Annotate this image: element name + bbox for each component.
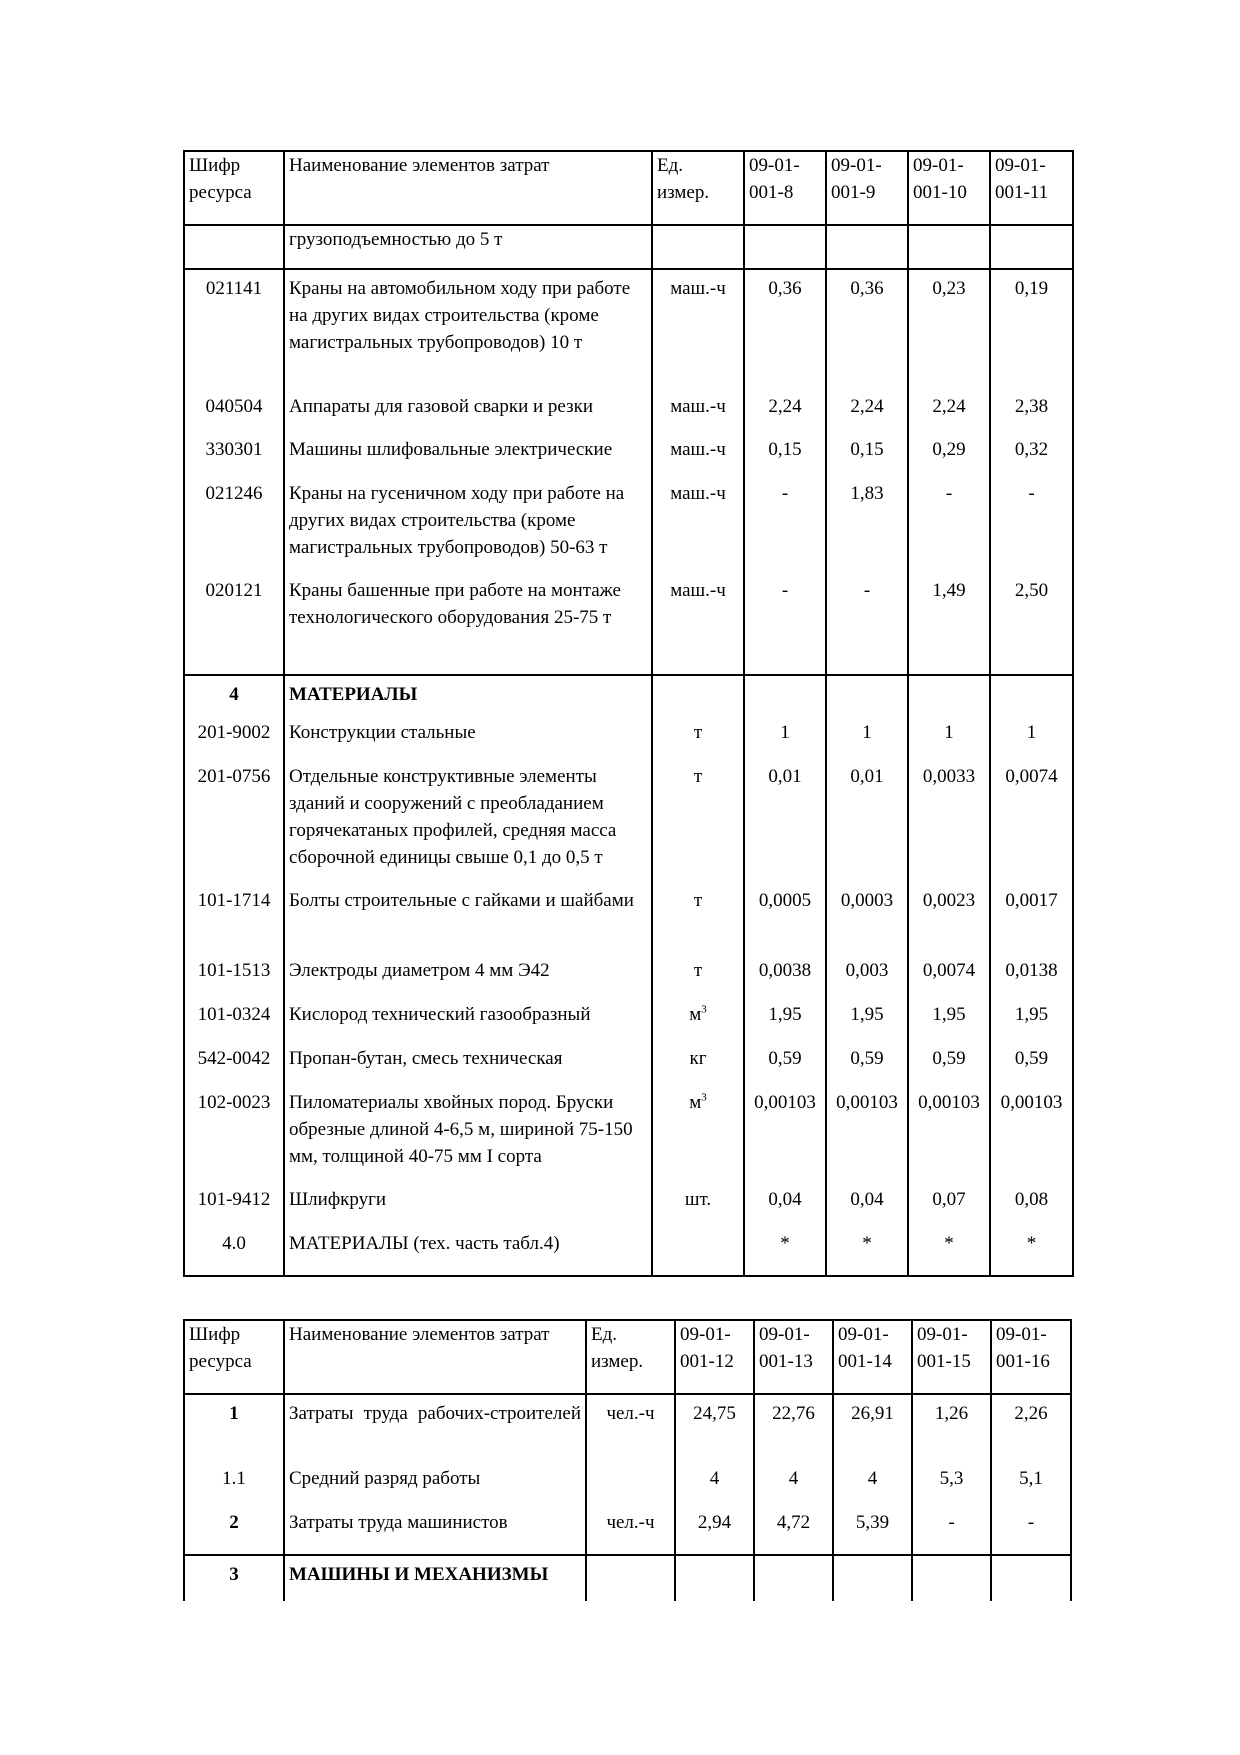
row-value: 0,0023 bbox=[908, 887, 990, 957]
row-value: 0,0033 bbox=[908, 763, 990, 887]
row-value: 0,59 bbox=[826, 1045, 908, 1089]
row-value: 4 bbox=[833, 1465, 912, 1509]
table-header-row bbox=[184, 151, 1073, 225]
row-value: 0,29 bbox=[908, 436, 990, 480]
row-code: 101-0324 bbox=[197, 1004, 271, 1025]
row-unit: кг bbox=[652, 1045, 744, 1089]
row-unit: т bbox=[652, 719, 744, 763]
row-value: 0,0017 bbox=[990, 887, 1073, 957]
table-row bbox=[184, 1089, 1073, 1186]
row-value: - bbox=[744, 577, 826, 675]
row-unit: шт. bbox=[652, 1186, 744, 1230]
row-value: 0,59 bbox=[744, 1045, 826, 1089]
row-name: Затраты труда рабочих-строителей bbox=[284, 1394, 586, 1465]
header-col: 09-01-001-15 bbox=[912, 1320, 991, 1394]
row-value: 0,0005 bbox=[744, 887, 826, 957]
row-value: 0,36 bbox=[826, 269, 908, 393]
row-name: грузоподъемностью до 5 т bbox=[284, 225, 652, 269]
row-value: 0,0138 bbox=[990, 957, 1073, 1001]
row-unit: т bbox=[652, 763, 744, 887]
header-code: Шифр ресурса bbox=[189, 1324, 252, 1372]
row-name: Машины шлифовальные электрические bbox=[284, 436, 652, 480]
row-unit: $м^3$ bbox=[652, 1089, 744, 1186]
table-row bbox=[184, 763, 1073, 887]
header-col: 09-01-001-16 bbox=[991, 1320, 1071, 1394]
row-code: 1 bbox=[184, 1394, 284, 1465]
row-value: 0,00103 bbox=[908, 1089, 990, 1186]
table-row bbox=[184, 887, 1073, 957]
table-row bbox=[184, 1045, 1073, 1089]
row-value: - bbox=[912, 1509, 991, 1555]
row-name: Шлифкруги bbox=[284, 1186, 652, 1230]
row-value: * bbox=[908, 1230, 990, 1276]
row-unit: чел.-ч bbox=[586, 1509, 675, 1555]
row-code: 101-1714 bbox=[197, 890, 271, 911]
row-value: 2,24 bbox=[744, 393, 826, 436]
row-unit: т bbox=[652, 957, 744, 1001]
row-value: 0,59 bbox=[990, 1045, 1073, 1089]
row-unit: $м^3$ bbox=[652, 1001, 744, 1045]
row-value: 0,23 bbox=[908, 269, 990, 393]
header-col: 09-01-001-12 bbox=[675, 1320, 754, 1394]
section-row bbox=[184, 1555, 1071, 1601]
row-value: 4 bbox=[754, 1465, 833, 1509]
row-value: 2,50 bbox=[990, 577, 1073, 675]
table-row bbox=[184, 1001, 1073, 1045]
row-value: 22,76 bbox=[754, 1394, 833, 1465]
table-row bbox=[184, 225, 1073, 269]
row-value: - bbox=[990, 480, 1073, 577]
row-value: 1 bbox=[744, 719, 826, 763]
row-value: 1 bbox=[908, 719, 990, 763]
row-value: 0,0074 bbox=[990, 763, 1073, 887]
row-value: 1,95 bbox=[826, 1001, 908, 1045]
resource-table-1 bbox=[183, 150, 1074, 1277]
row-code: 102-0023 bbox=[197, 1092, 271, 1113]
row-name: Кислород технический газообразный bbox=[284, 1001, 652, 1045]
row-value: 0,19 bbox=[990, 269, 1073, 393]
row-name: Затраты труда машинистов bbox=[284, 1509, 586, 1555]
row-value: 1 bbox=[826, 719, 908, 763]
row-value: 4,72 bbox=[754, 1509, 833, 1555]
row-name: Краны башенные при работе на монтаже технологического оборудования 25-75 т bbox=[284, 577, 652, 675]
row-value: 0,00103 bbox=[826, 1089, 908, 1186]
resource-table-2 bbox=[183, 1319, 1072, 1601]
header-code: Шифр ресурса bbox=[189, 155, 252, 203]
header-unit: Ед. измер. bbox=[586, 1320, 675, 1394]
table-row bbox=[184, 957, 1073, 1001]
row-code: 021141 bbox=[184, 269, 284, 393]
row-name: Отдельные конструктивные элементы зданий и сооружений с преобладанием горячекатаных профилей, средняя масса сборочной единицы свыше 0,1 до 0,5 т bbox=[284, 763, 652, 887]
header-col: 09-01-001-8 bbox=[744, 151, 826, 225]
table-row bbox=[184, 269, 1073, 393]
row-value: 1,95 bbox=[744, 1001, 826, 1045]
row-code: 020121 bbox=[205, 580, 263, 601]
header-col: 09-01-001-14 bbox=[833, 1320, 912, 1394]
row-value: - bbox=[826, 577, 908, 675]
row-value: 4 bbox=[675, 1465, 754, 1509]
row-unit: маш.-ч bbox=[652, 577, 744, 675]
row-code: 4.0 bbox=[222, 1233, 246, 1254]
row-name: МАТЕРИАЛЫ (тех. часть табл.4) bbox=[284, 1230, 652, 1276]
header-col: 09-01-001-10 bbox=[908, 151, 990, 225]
row-value: 0,0038 bbox=[744, 957, 826, 1001]
section-title: МАТЕРИАЛЫ bbox=[284, 675, 652, 719]
row-unit: маш.-ч bbox=[652, 269, 744, 393]
row-name: Краны на гусеничном ходу при работе на других видах строительства (кроме магистральных трубопроводов) 50-63 т bbox=[284, 480, 652, 577]
row-code: 201-0756 bbox=[197, 766, 271, 787]
row-value: 0,003 bbox=[826, 957, 908, 1001]
row-value: 2,24 bbox=[826, 393, 908, 436]
row-value: 0,0003 bbox=[826, 887, 908, 957]
row-code: 1.1 bbox=[222, 1468, 246, 1489]
row-code: 101-9412 bbox=[197, 1189, 271, 1210]
row-value: 1,95 bbox=[990, 1001, 1073, 1045]
row-value: * bbox=[990, 1230, 1073, 1276]
row-value: - bbox=[991, 1509, 1071, 1555]
row-value: 1,83 bbox=[826, 480, 908, 577]
row-value: 0,01 bbox=[744, 763, 826, 887]
section-row bbox=[184, 675, 1073, 719]
row-value: 5,1 bbox=[991, 1465, 1071, 1509]
table-row bbox=[184, 719, 1073, 763]
row-value: * bbox=[744, 1230, 826, 1276]
row-value: 1,26 bbox=[912, 1394, 991, 1465]
row-value: 2,94 bbox=[675, 1509, 754, 1555]
row-value: 0,04 bbox=[744, 1186, 826, 1230]
row-code: 330301 bbox=[205, 439, 263, 460]
row-value: 0,32 bbox=[990, 436, 1073, 480]
table-row bbox=[184, 1186, 1073, 1230]
section-code: 4 bbox=[184, 675, 284, 719]
row-code: 2 bbox=[229, 1512, 239, 1533]
row-code: 021246 bbox=[205, 483, 263, 504]
row-name: Краны на автомобильном ходу при работе на других видах строительства (кроме магистральных трубопроводов) 10 т bbox=[284, 269, 652, 393]
row-unit: чел.-ч bbox=[586, 1394, 675, 1465]
header-col: 09-01-001-9 bbox=[826, 151, 908, 225]
row-name: Пиломатериалы хвойных пород. Бруски обрезные длиной 4-6,5 м, шириной 75-150 мм, толщиной 40-75 мм I сорта bbox=[284, 1089, 652, 1186]
row-unit: маш.-ч bbox=[652, 436, 744, 480]
row-value: 24,75 bbox=[675, 1394, 754, 1465]
row-value: 0,00103 bbox=[990, 1089, 1073, 1186]
table-row bbox=[184, 1230, 1073, 1276]
row-unit bbox=[652, 1230, 744, 1276]
row-value: 0,00103 bbox=[744, 1089, 826, 1186]
row-value: 0,08 bbox=[990, 1186, 1073, 1230]
table-row bbox=[184, 1465, 1071, 1509]
row-unit: маш.-ч bbox=[652, 480, 744, 577]
row-value: 5,39 bbox=[833, 1509, 912, 1555]
table-row bbox=[184, 1394, 1071, 1465]
row-code: 201-9002 bbox=[197, 722, 271, 743]
row-name: Электроды диаметром 4 мм Э42 bbox=[284, 957, 652, 1001]
row-name: Болты строительные с гайками и шайбами bbox=[284, 887, 652, 957]
table-row bbox=[184, 1509, 1071, 1555]
header-name: Наименование элементов затрат bbox=[284, 1320, 586, 1394]
header-col: 09-01-001-13 bbox=[754, 1320, 833, 1394]
table-row bbox=[184, 436, 1073, 480]
section-title: МАШИНЫ И МЕХАНИЗМЫ bbox=[284, 1555, 586, 1601]
row-value: 5,3 bbox=[912, 1465, 991, 1509]
table-row bbox=[184, 480, 1073, 577]
row-value: * bbox=[826, 1230, 908, 1276]
row-value: 0,01 bbox=[826, 763, 908, 887]
row-code: 542-0042 bbox=[197, 1048, 271, 1069]
row-code: 040504 bbox=[205, 396, 263, 417]
row-value: 1,95 bbox=[908, 1001, 990, 1045]
row-value: 2,24 bbox=[908, 393, 990, 436]
table-row bbox=[184, 577, 1073, 675]
table-row bbox=[184, 393, 1073, 436]
row-value: - bbox=[908, 480, 990, 577]
row-value: 0,07 bbox=[908, 1186, 990, 1230]
row-value: 1,49 bbox=[908, 577, 990, 675]
row-value: 0,0074 bbox=[908, 957, 990, 1001]
row-value: 0,15 bbox=[744, 436, 826, 480]
row-value: - bbox=[744, 480, 826, 577]
row-value: 0,04 bbox=[826, 1186, 908, 1230]
row-value: 0,59 bbox=[908, 1045, 990, 1089]
row-unit: маш.-ч bbox=[652, 393, 744, 436]
row-name: Пропан-бутан, смесь техническая bbox=[284, 1045, 652, 1089]
header-name: Наименование элементов затрат bbox=[284, 151, 652, 225]
row-name: Конструкции стальные bbox=[284, 719, 652, 763]
row-value: 2,26 bbox=[991, 1394, 1071, 1465]
row-unit bbox=[586, 1465, 675, 1509]
header-unit: Ед. измер. bbox=[652, 151, 744, 225]
section-code: 3 bbox=[184, 1555, 284, 1601]
row-name: Аппараты для газовой сварки и резки bbox=[284, 393, 652, 436]
row-code: 101-1513 bbox=[197, 960, 271, 981]
row-value: 0,36 bbox=[744, 269, 826, 393]
row-value: 0,15 bbox=[826, 436, 908, 480]
row-unit: т bbox=[652, 887, 744, 957]
row-name: Средний разряд работы bbox=[284, 1465, 586, 1509]
table-header-row bbox=[184, 1320, 1071, 1394]
row-value: 2,38 bbox=[990, 393, 1073, 436]
header-col: 09-01-001-11 bbox=[990, 151, 1073, 225]
row-value: 1 bbox=[990, 719, 1073, 763]
row-value: 26,91 bbox=[833, 1394, 912, 1465]
